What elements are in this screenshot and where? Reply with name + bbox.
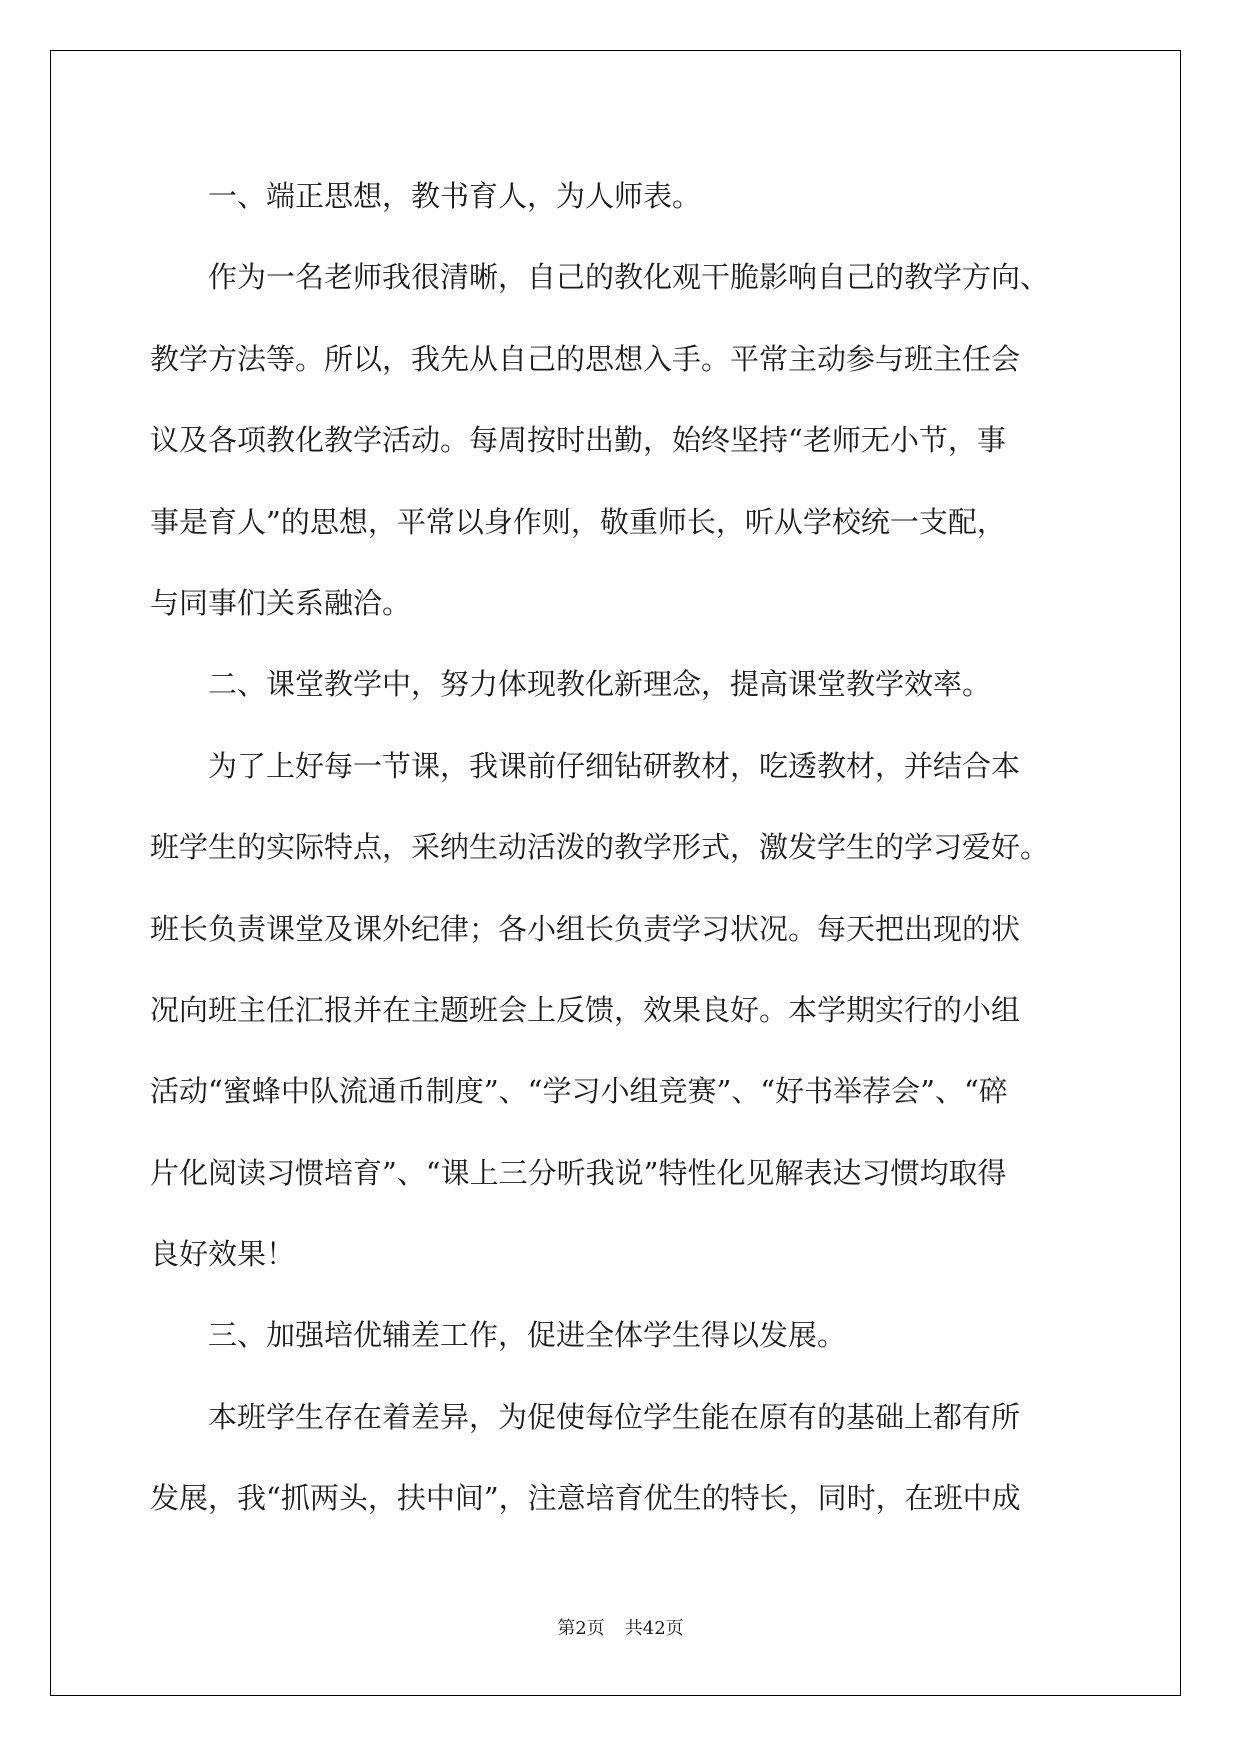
text-line: 与同事们关系融洽。 (150, 585, 412, 620)
text-line: 三、加强培优辅差工作，促进全体学生得以发展。 (150, 1318, 847, 1353)
text-line: 作为一名老师我很清晰，自己的教化观干脆影响自己的教学方向、 (150, 260, 1050, 295)
text-line: 班长负责课堂及课外纪律；各小组长负责学习状况。每天把出现的状 (150, 911, 1021, 946)
text-line: 良好效果！ (150, 1237, 296, 1272)
page-footer (0, 1614, 1241, 1640)
text-line: 况向班主任汇报并在主题班会上反馈，效果良好。本学期实行的小组 (150, 992, 1021, 1027)
page-total: 共42页 (624, 1618, 684, 1639)
text-line: 事是育人”的思想，平常以身作则，敬重师长，听从学校统一支配， (150, 504, 1006, 539)
text-line: 班学生的实际特点，采纳生动活泼的教学形式，激发学生的学习爱好。 (150, 830, 1050, 865)
text-line: 一、端正思想，教书育人，为人师表。 (150, 179, 702, 213)
text-line: 发展，我“抓两头，扶中间”，注意培育优生的特长，同时，在班中成 (150, 1481, 1021, 1516)
text-line: 议及各项教化教学活动。每周按时出勤，始终坚持“老师无小节，事 (150, 423, 1006, 458)
text-line: 为了上好每一节课，我课前仔细钻研教材，吃透教材，并结合本 (150, 748, 1021, 783)
text-line: 片化阅读习惯培育”、“课上三分听我说”特性化见解表达习惯均取得 (150, 1155, 1007, 1190)
text-line: 本班学生存在着差异，为促使每位学生能在原有的基础上都有所 (150, 1399, 1021, 1434)
document-body (150, 156, 1080, 1540)
text-line: 教学方法等。所以，我先从自己的思想入手。平常主动参与班主任会 (150, 341, 1021, 376)
page-number: 第2页 (557, 1618, 605, 1639)
text-line: 活动“蜜蜂中队流通币制度”、“学习小组竞赛”、“好书举荐会”、“碎 (150, 1074, 1008, 1109)
text-line: 二、课堂教学中，努力体现教化新理念，提高课堂教学效率。 (150, 667, 992, 702)
